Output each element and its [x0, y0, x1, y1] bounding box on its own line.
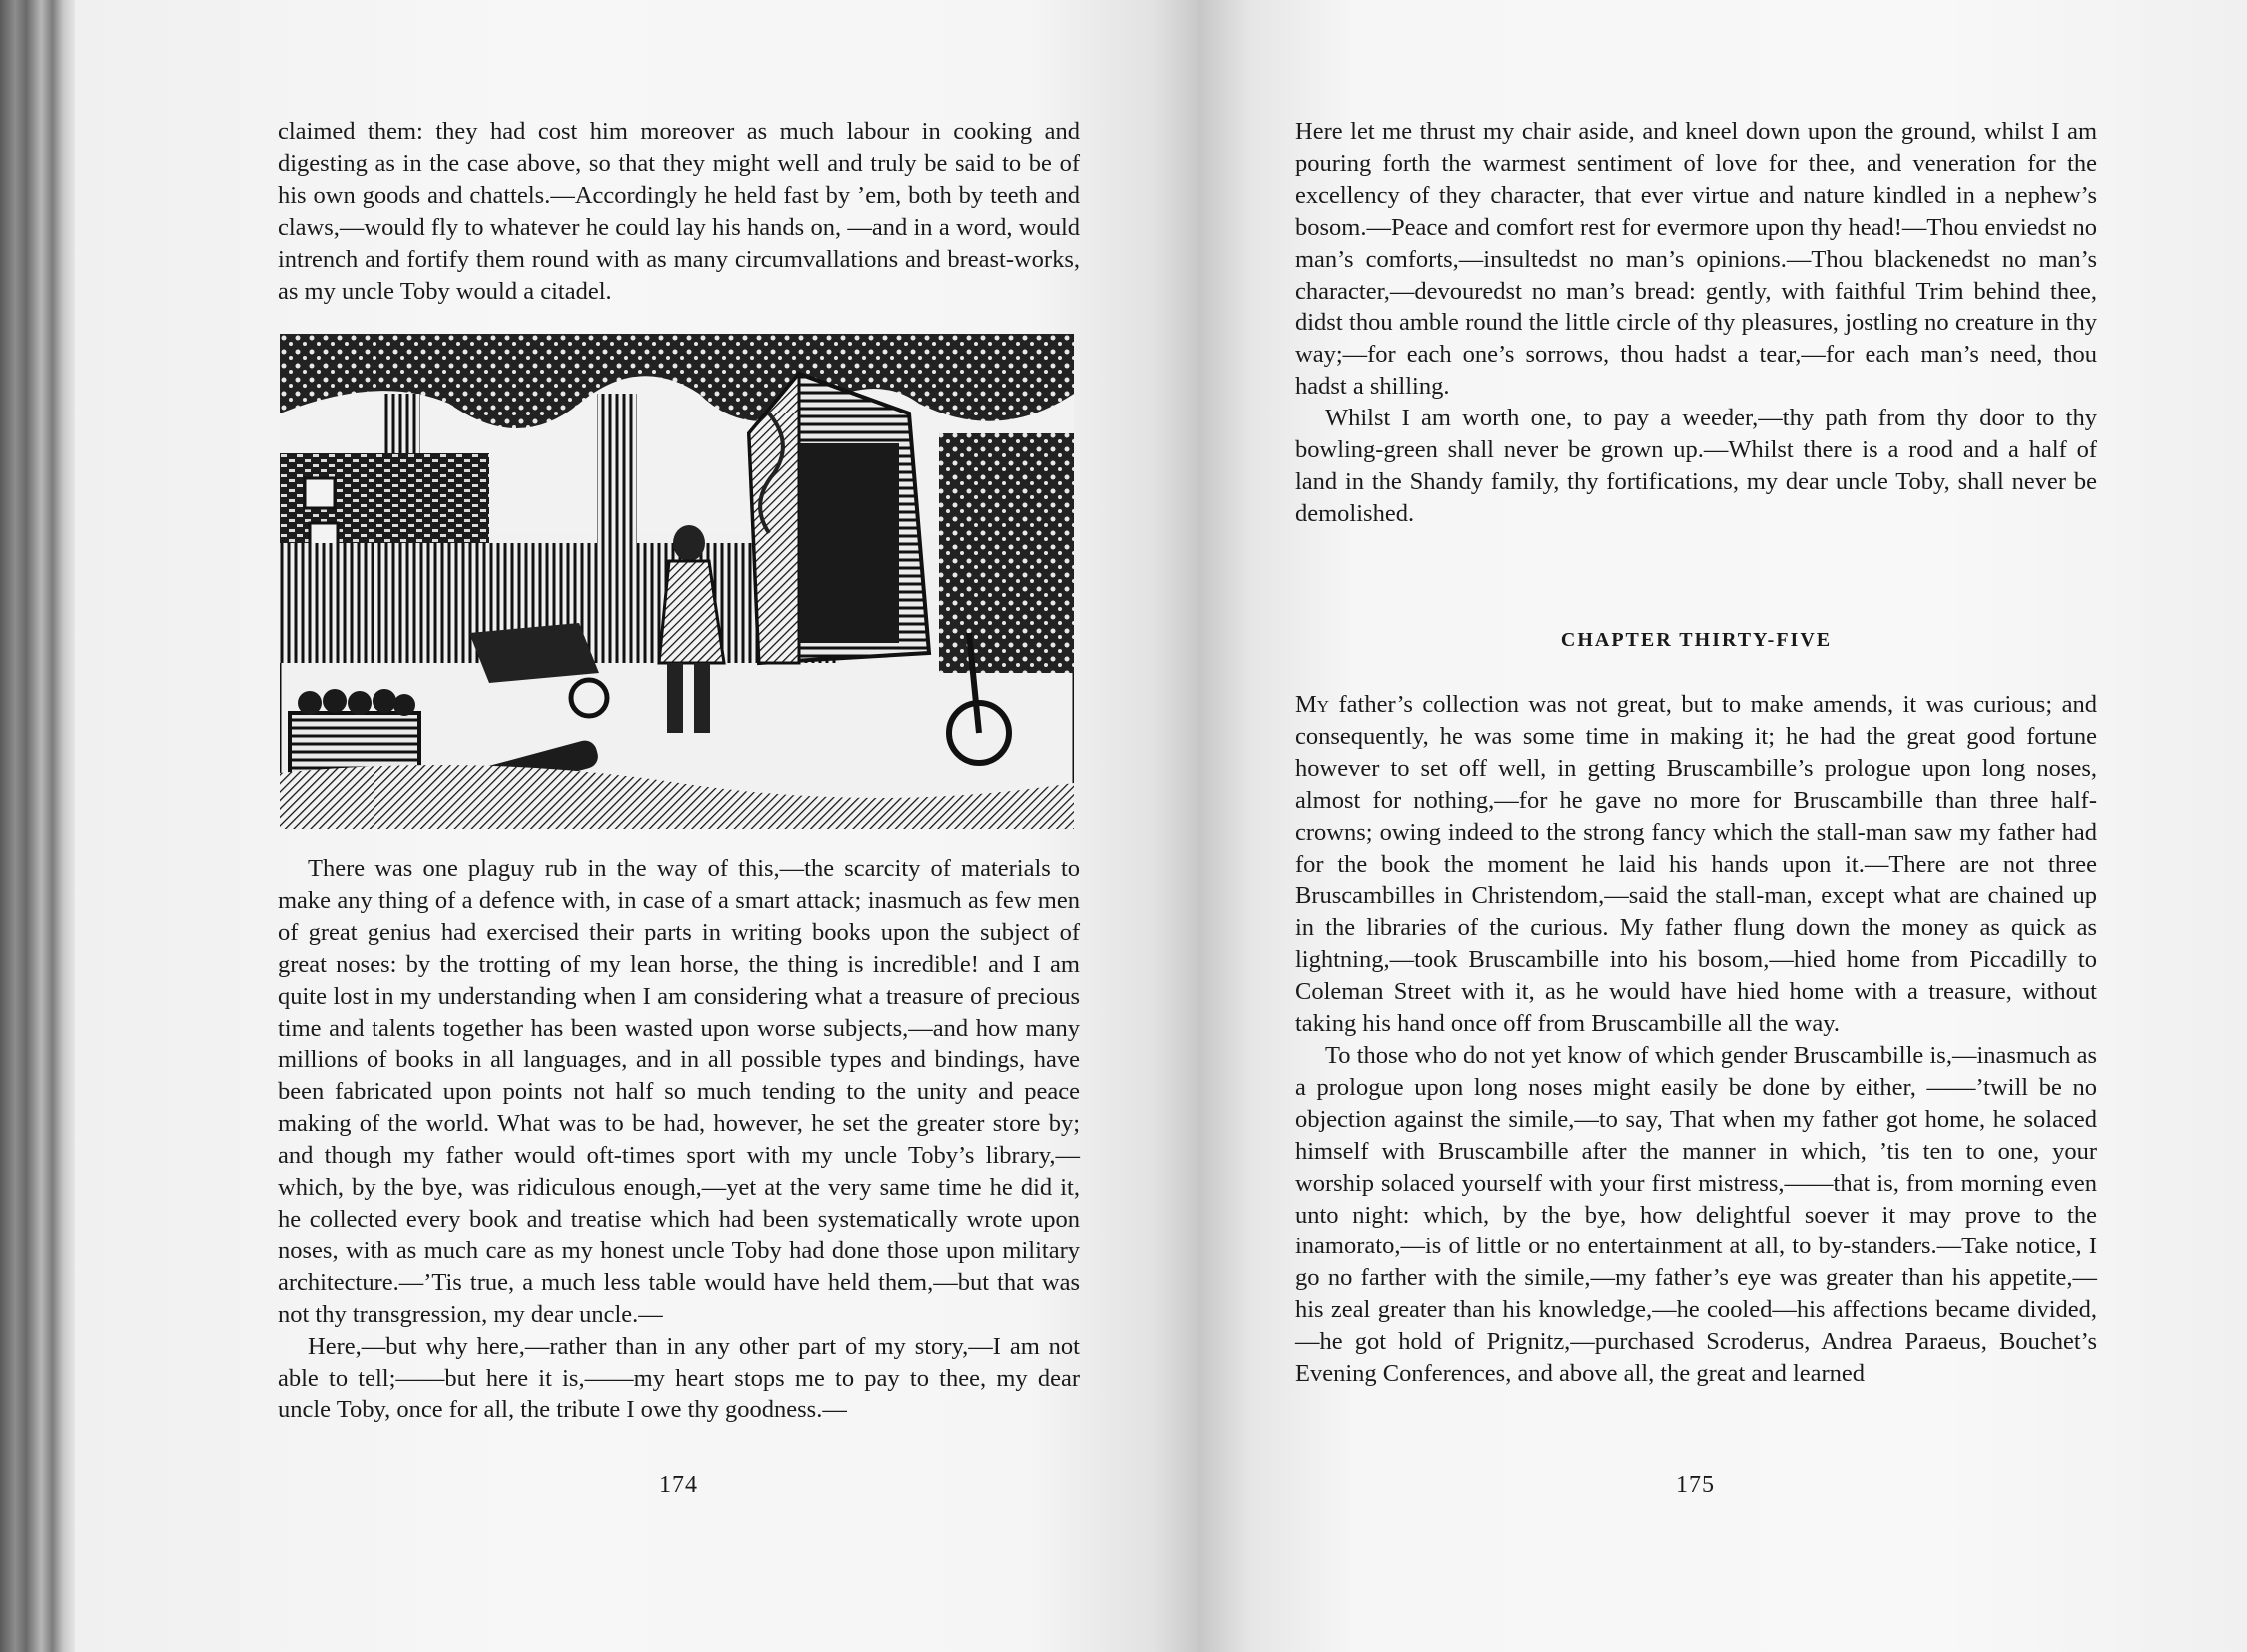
left-bottom-text: [278, 853, 1080, 1426]
paragraph-body: father’s collection was not great, but to make amends, it was curious; and consequently, he was some time in making it; he had the great good fortune however to set off well, in getting Bruscambille’s prologue upon long noses, almost for nothing,—for he gave no more for Bruscambille than three half-crowns; owing indeed to the strong fancy which the stall-man saw my father had for the book the moment he laid his hands upon it.—There are not three Bruscambilles in Christendom,—said the stall-man, except what are chained up in the libraries of the curious. My father flung down the money as quick as lightning,—took Bruscambille into his bosom,—hied home from Piccadilly to Coleman Street with it, as he would have hied home with a treasure, without taking his hand once off from Bruscambille all the way.: [1295, 691, 2097, 1038]
paragraph: Here let me thrust my chair aside, and kneel down upon the ground, whilst I am pouring forth the warmest sentiment of love for thee, and veneration for the excellency of they character, that ever virtue and nature kindled in a nephew’s bosom.—Peace and comfort rest for evermore upon thy head!—Thou enviedst no man’s comforts,—insultedst no man’s opinions.—Thou blackenedst no man’s character,—devouredst no man’s bread: gently, with faithful Trim behind thee, didst thou amble round the little circle of thy pleasures, jostling no creature in thy way;—for each one’s sorrows, thou hadst a tear,—for each man’s need, thou hadst a shilling.: [1295, 118, 2097, 401]
paragraph: [1295, 689, 2097, 1040]
page-number: 174: [659, 1472, 698, 1498]
right-bottom-text: [1295, 689, 2097, 1390]
drop-cap: My: [1295, 691, 1330, 718]
right-top-text: [1295, 116, 2097, 530]
paragraph: Whilst I am worth one, to pay a weeder,—thy path from thy door to thy bowling-green shall never be grown up.—Whilst there is a rood and a half of land in the Shandy family, thy fortifications, my dear uncle Toby, shall never be demolished.: [1295, 405, 2097, 527]
paragraph: There was one plaguy rub in the way of this,—the scarcity of materials to make any thing of a defence with, in case of a smart attack; inasmuch as few men of great genius had exercised their parts in writing books upon the subject of great noses: by the trotting of my lean horse, the thing is incredible! and I am quite lost in my understanding when I am considering what a treasure of precious time and talents together has been wasted upon worse subjects,—and how many millions of books in all languages, and in all possible types and bindings, have been fabricated upon points not half so much tending to the unity and peace making of the world. What was to be had, however, he set the greater store by; and though my father would oft-times sport with my uncle Toby’s library,— which, by the bye, was ridiculous enough,—yet at the very same time he did it, he collected every book and treatise which had been systematically wrote upon noses, with as much care as my honest uncle Toby had done those upon military architecture.—’Tis true, a much less table would have held them,—but that was not thy transgression, my dear uncle.—: [278, 855, 1080, 1328]
paragraph: claimed them: they had cost him moreover as much labour in cooking and digesting as in the case above, so that they might well and truly be said to be of his own goods and chattels.—Accordingly he held fast by ’em, both by teeth and claws,—would fly to whatever he could lay his hands on, —and in a word, would intrench and fortify them round with as many circumvallations and breast-works, as my uncle Toby would a citadel.: [278, 118, 1080, 305]
page-number: 175: [1676, 1472, 1715, 1498]
woodcut-garden-shed-engraving: [280, 334, 1074, 829]
left-top-text: [278, 116, 1080, 307]
paragraph: Here,—but why here,—rather than in any other part of my story,—I am not able to tell;——but here it is,——my heart stops me to pay to thee, my dear uncle Toby, once for all, the tribute I owe thy goodness.—: [278, 1332, 1080, 1424]
chapter-title: CHAPTER THIRTY-FIVE: [1560, 629, 1833, 651]
paragraph: To those who do not yet know of which gender Bruscambille is,—inasmuch as a prologue upon long noses might easily be done by either, ——’twill be no objection against the simile,—to say, That when my father got home, he solaced himself with Bruscambille after the manner in which, ’tis ten to one, your worship solaced yourself with your first mistress,——that is, from morning even unto night: which, by the bye, how delightful soever it may prove to the inamorato,—is of little or no entertainment at all, to by-standers.—Take notice, I go no farther with the simile,—my father’s eye was greater than his appetite,—his zeal greater than his knowledge,—he cooled—his affections became divided, —he got hold of Prignitz,—purchased Scroderus, Andrea Paraeus, Bouchet’s Evening Conferences, and above all, the great and learned: [1295, 1041, 2097, 1388]
page-edges: [0, 0, 75, 1652]
